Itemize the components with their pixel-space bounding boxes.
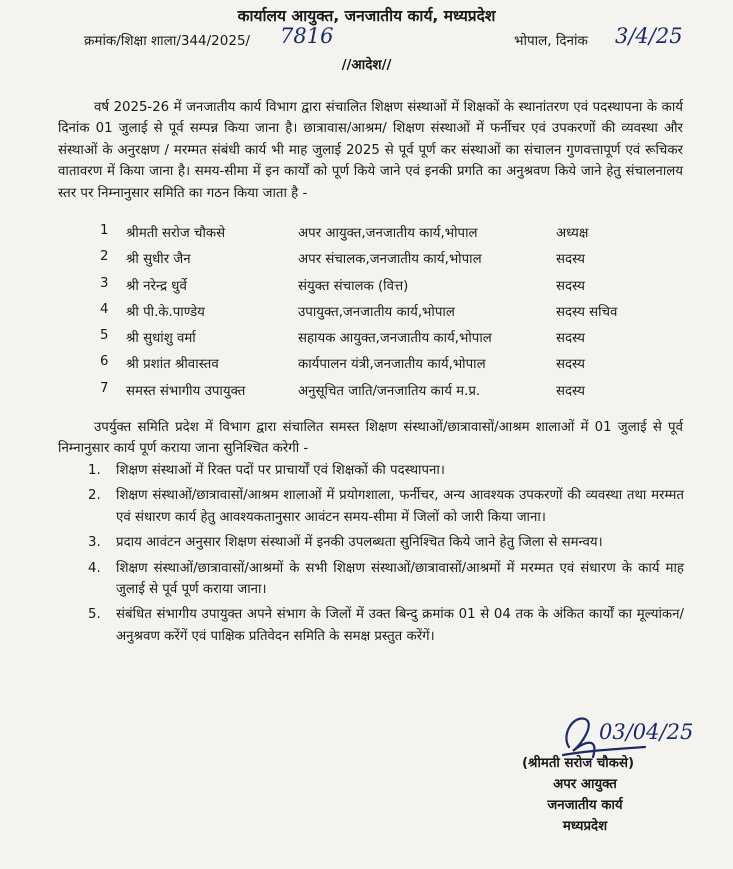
signatory-department: जनजातीय कार्य <box>547 798 623 813</box>
member-row <box>90 273 690 299</box>
signature-date: 03/04/25 <box>599 720 694 744</box>
member-row <box>90 378 690 404</box>
handwritten-reference: 7816 <box>280 24 334 48</box>
signatory-state: मध्यप्रदेश <box>562 819 608 834</box>
order-heading: //आदेश// <box>341 57 392 73</box>
intro-paragraph: वर्ष 2025-26 में जनजातीय कार्य विभाग द्वारा संचालित शिक्षण संस्थाओं में शिक्षकों के स्थानांतरण एवं पदस्थापना के कार्य दिनांक 01 जुलाई से पूर्व सम्पन्न किया जाना है। छात्रावास/आश्रम/ शिक्षण संस्थाओं में फर्नीचर एवं उपकरणों की व्यवस्था और संस्थाओं के अनुरक्षण / मरम्मत संबंधी कार्य भी माह जुलाई 2025 से पूर्व पूर्ण कर संस्थाओं का संचालन गुणवत्तापूर्ण एवं रूचिकर वातावरण में किया जाना है। समय-सीमा में इन कार्यों को पूर्ण किये जाने एवं इनकी प्रगति का अनुश्रवण किये जाने हेतु संचालनालय स्तर पर निम्नानुसार समिति का गठन किया जाता है - <box>58 100 683 201</box>
member-role: अध्यक्ष <box>556 226 589 241</box>
handwritten-date: 3/4/25 <box>615 24 683 48</box>
member-designation: अपर आयुक्त,जनजातीय कार्य,भोपाल <box>298 226 478 241</box>
office-title: कार्यालय आयुक्त, जनजातीय कार्य, मध्यप्रदेश <box>237 7 496 25</box>
list-item <box>88 485 684 528</box>
point-text: संबंधित संभागीय उपायुक्त अपने संभाग के जिलों में उक्त बिन्दु क्रमांक 01 से 04 तक के अंकित कार्यों का मूल्यांकन/अनुश्रवण करेंगें एवं पाक्षिक प्रतिवेदन समिति के समक्ष प्रस्तुत करेंगें। <box>116 607 684 644</box>
point-number: 1. <box>88 463 101 478</box>
member-name: श्रीमती सरोज चौकसे <box>126 226 226 241</box>
point-text: शिक्षण संस्थाओं/छात्रावासों/आश्रमों के सभी शिक्षण संस्थाओं/छात्रावासों/आश्रमों में मरम्मत एवं संधारण के कार्य माह जुलाई से पूर्व पूर्ण कराया जाना। <box>116 560 684 598</box>
member-number: 4 <box>100 301 109 317</box>
member-number: 3 <box>100 275 109 291</box>
point-number: 3. <box>88 535 101 551</box>
city-date-label: भोपाल, दिनांक <box>514 33 588 49</box>
member-role: सदस्य <box>556 357 585 373</box>
list-item <box>88 604 684 647</box>
member-role: सदस्य सचिव <box>556 304 618 320</box>
member-name: श्री नरेन्द्र धुर्वे <box>126 278 187 294</box>
member-number: 2 <box>100 249 109 265</box>
member-designation: कार्यपालन यंत्री,जनजातीय कार्य,भोपाल <box>298 357 486 373</box>
member-name: समस्त संभागीय उपायुक्त <box>126 383 246 399</box>
member-number: 7 <box>100 380 109 396</box>
member-designation: सहायक आयुक्त,जनजातीय कार्य,भोपाल <box>298 331 492 347</box>
member-name: श्री सुधीर जैन <box>126 252 191 268</box>
member-designation: अनुसूचित जाति/जनजातिय कार्य म.प्र. <box>298 383 481 399</box>
member-row <box>90 299 690 325</box>
signatory-name: (श्रीमती सरोज चौकसे) <box>521 756 635 771</box>
member-row <box>90 351 690 377</box>
point-number: 2. <box>88 488 101 504</box>
signatory-block <box>470 753 700 837</box>
list-item <box>88 558 684 601</box>
point-text: प्रदाय आवंटन अनुसार शिक्षण संस्थाओं में इनकी उपलब्धता सुनिश्चित किये जाने हेतु जिला से समन्वय। <box>116 535 603 551</box>
member-designation: अपर संचालक,जनजातीय कार्य,भोपाल <box>298 252 482 268</box>
member-row <box>90 220 690 246</box>
member-designation: संयुक्त संचालक (वित्त) <box>298 278 409 294</box>
member-role: सदस्य <box>556 278 585 294</box>
member-role: सदस्य <box>556 252 585 268</box>
member-name: श्री सुधांशु वर्मा <box>126 331 196 347</box>
committee-members-list <box>90 220 690 404</box>
member-number: 1 <box>100 223 109 238</box>
point-text: शिक्षण संस्थाओं में रिक्त पदों पर प्राचार्यों एवं शिक्षकों की पदस्थापना। <box>116 463 445 478</box>
point-number: 5. <box>88 607 101 623</box>
member-row <box>90 325 690 351</box>
list-item <box>88 532 684 553</box>
member-number: 5 <box>100 328 109 344</box>
task-points-list <box>88 460 684 651</box>
member-name: श्री प्रशांत श्रीवास्तव <box>126 357 219 373</box>
second-paragraph: उपर्युक्त समिति प्रदेश में विभाग द्वारा संचालित समस्त शिक्षण संस्थाओं/छात्रावासों/आश्रम शालाओं में 01 जुलाई से पूर्व निम्नानुसार कार्य पूर्ण कराया जाना सुनिश्चित करेगी - <box>58 420 683 457</box>
point-number: 4. <box>88 560 101 576</box>
member-role: सदस्य <box>556 383 585 399</box>
signatory-designation: अपर आयुक्त <box>553 777 617 792</box>
member-row <box>90 246 690 272</box>
member-role: सदस्य <box>556 331 585 347</box>
reference-number: क्रमांक/शिक्षा शाला/344/2025/ <box>84 33 251 49</box>
list-item <box>88 460 684 481</box>
member-name: श्री पी.के.पाण्डेय <box>126 304 205 320</box>
point-text: शिक्षण संस्थाओं/छात्रावासों/आश्रम शालाओं में प्रयोगशाला, फर्नीचर, अन्य आवश्यक उपकरणों की व्यवस्था तथा मरम्मत एवं संधारण कार्य हेतु आवश्यकतानुसार आवंटन समय-सीमा में जिलों को जारी किया जाना। <box>116 488 684 525</box>
member-number: 6 <box>100 354 109 370</box>
member-designation: उपायुक्त,जनजातीय कार्य,भोपाल <box>298 304 455 320</box>
